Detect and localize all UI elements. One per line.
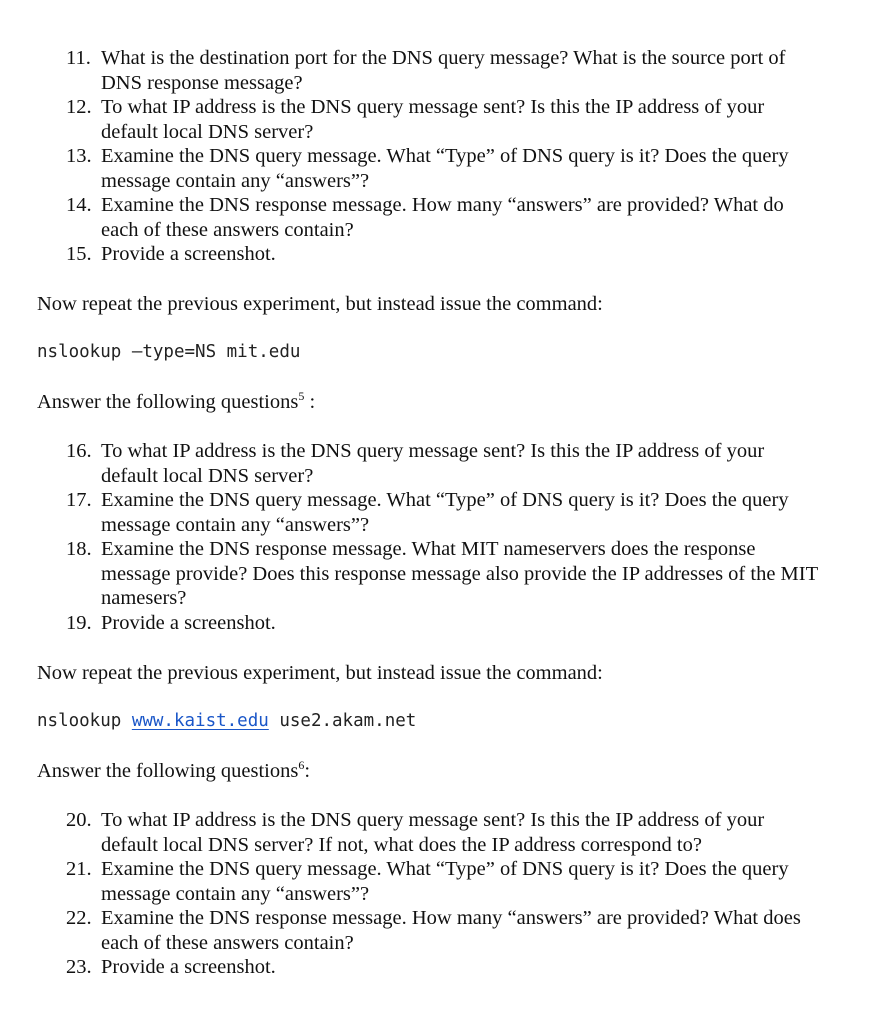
question-text: Examine the DNS response message. How many “answers” are provided? What does each of these answers contain?	[101, 907, 801, 954]
question-list-2	[66, 439, 826, 635]
question-number: 13.	[66, 145, 92, 167]
answer-heading-text: Answer the following questions	[37, 760, 299, 782]
question-item	[66, 906, 826, 955]
question-number: 14.	[66, 194, 92, 216]
command-suffix: use2.akam.net	[268, 711, 417, 731]
question-item	[66, 439, 826, 488]
question-item	[66, 193, 826, 242]
question-item	[66, 611, 826, 636]
question-text: Examine the DNS response message. What MIT nameservers does the response message provide? Does this response message also provide the IP addresses of the MIT namesers?	[101, 538, 818, 609]
question-item	[66, 537, 826, 611]
question-text: What is the destination port for the DNS query message? What is the source port of DNS response message?	[101, 47, 786, 94]
question-item	[66, 488, 826, 537]
question-number: 19.	[66, 611, 92, 634]
question-text: To what IP address is the DNS query message sent? Is this the IP address of your default local DNS server?	[101, 96, 765, 143]
footnote-marker: 6	[298, 758, 305, 772]
question-text: Examine the DNS query message. What “Type” of DNS query is it? Does the query message contain any “answers”?	[101, 858, 789, 905]
question-number: 21.	[66, 858, 92, 880]
question-item	[66, 808, 826, 857]
question-text: Examine the DNS response message. How many “answers” are provided? What do each of these answers contain?	[101, 194, 784, 241]
question-item	[66, 95, 826, 144]
answer-heading-text: Answer the following questions	[37, 391, 299, 413]
answer-heading-2	[37, 759, 310, 783]
question-list-1	[66, 46, 826, 267]
question-number: 17.	[66, 489, 92, 511]
question-text: Examine the DNS query message. What “Type” of DNS query is it? Does the query message contain any “answers”?	[101, 489, 789, 536]
question-item	[66, 46, 826, 95]
answer-heading-suffix: :	[304, 391, 316, 413]
question-item	[66, 955, 826, 980]
question-text: Examine the DNS query message. What “Type” of DNS query is it? Does the query message contain any “answers”?	[101, 145, 789, 192]
question-list-3	[66, 808, 826, 980]
question-text: To what IP address is the DNS query message sent? Is this the IP address of your default local DNS server? If not, what does the IP address correspond to?	[101, 809, 765, 856]
question-item	[66, 857, 826, 906]
kaist-link[interactable]: www.kaist.edu	[131, 711, 269, 731]
question-text: Provide a screenshot.	[101, 611, 276, 634]
question-number: 11.	[66, 47, 91, 69]
command-line-2	[37, 709, 416, 733]
repeat-instruction-2: Now repeat the previous experiment, but instead issue the command:	[37, 662, 603, 684]
question-number: 22.	[66, 907, 92, 929]
command-prefix: nslookup	[37, 711, 132, 731]
question-number: 16.	[66, 440, 92, 462]
question-number: 18.	[66, 538, 92, 560]
answer-heading-suffix: :	[304, 760, 311, 782]
question-text: Provide a screenshot.	[101, 956, 276, 978]
question-text: To what IP address is the DNS query message sent? Is this the IP address of your default local DNS server?	[101, 440, 765, 487]
question-item	[66, 144, 826, 193]
answer-heading-1	[37, 390, 315, 414]
question-number: 15.	[66, 243, 92, 265]
footnote-marker: 5	[298, 389, 305, 403]
question-number: 20.	[66, 809, 92, 831]
question-text: Provide a screenshot.	[101, 243, 276, 265]
question-item	[66, 242, 826, 267]
question-number: 23.	[66, 956, 92, 978]
repeat-instruction-1: Now repeat the previous experiment, but instead issue the command:	[37, 293, 603, 315]
question-number: 12.	[66, 96, 92, 118]
command-line-1: nslookup –type=NS mit.edu	[37, 342, 301, 362]
